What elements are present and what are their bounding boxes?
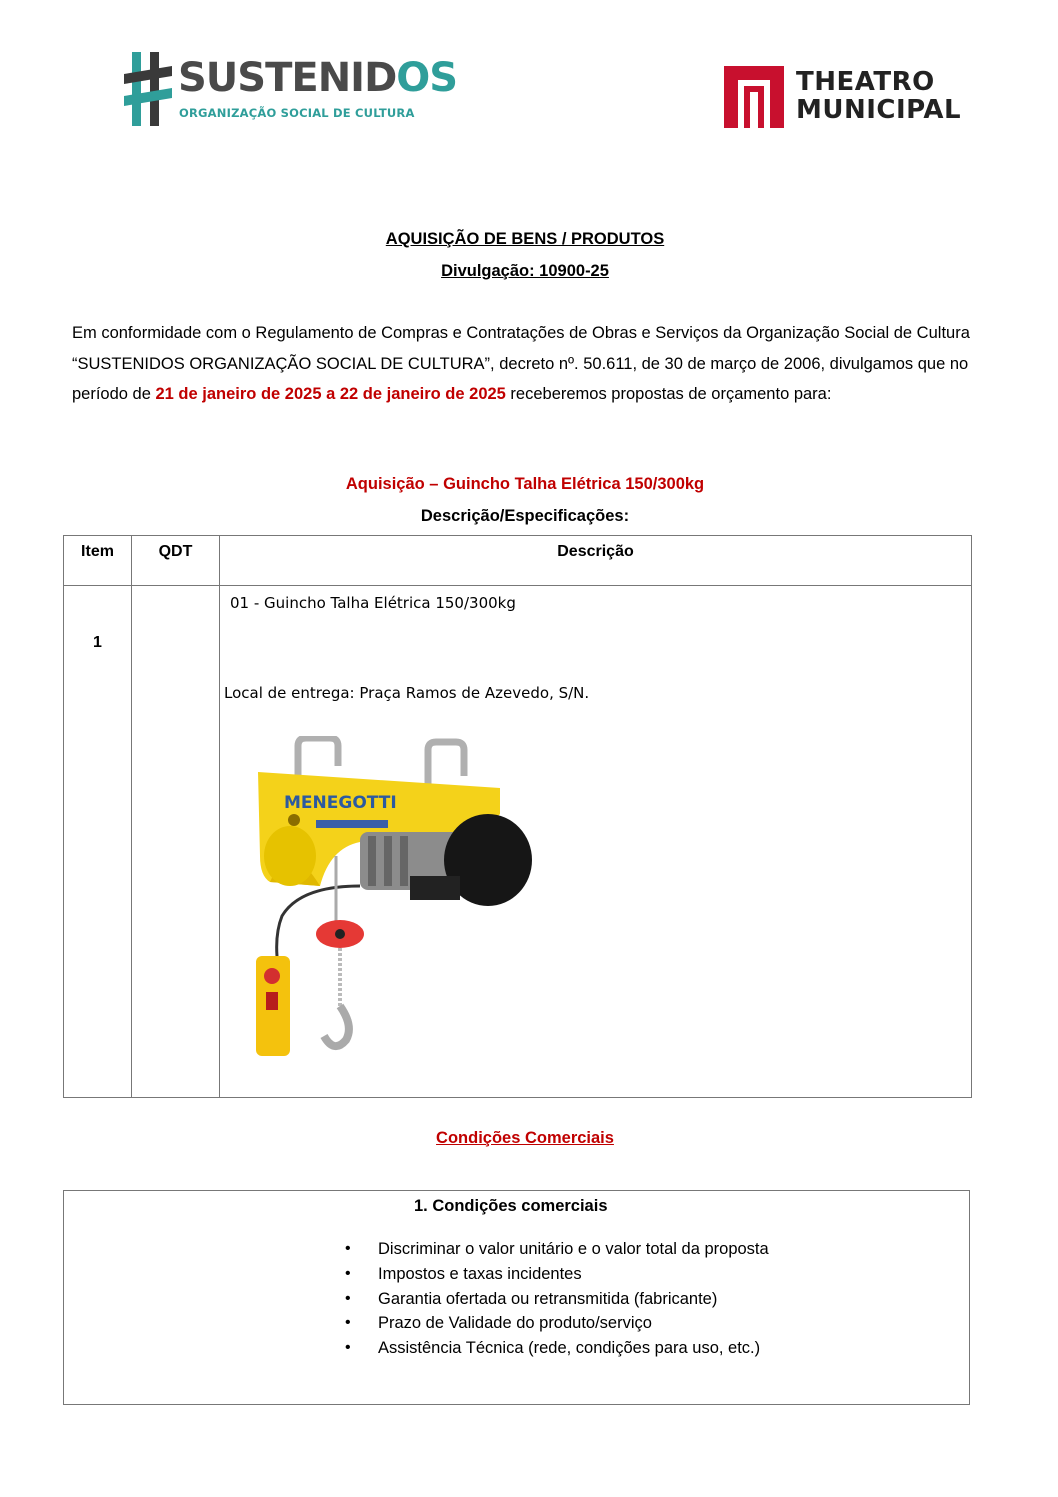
theatro-arch-icon [722,64,786,128]
svg-text:MENEGOTTI: MENEGOTTI [284,793,397,813]
table-row [64,586,972,1098]
list-item: • Discriminar o valor unitário e o valor total da proposta [378,1237,769,1262]
spec-heading: Descrição/Especificações: [420,507,630,525]
list-item: • Garantia ofertada ou retransmitida (fabricante) [378,1287,769,1312]
sustenidos-tagline: ORGANIZAÇÃO SOCIAL DE CULTURA [179,106,415,120]
theatro-municipal-logo [722,62,967,132]
intro-paragraph: Em conformidade com o Regulamento de Compras e Contratações de Obras e Serviços da Organização Social de Cultura “SUSTENIDOS ORGANIZAÇÃO SOCIAL DE CULTURA”, decreto nº. 50.611, de 30 de março de 2006, divulgamos que no período de 21 de janeiro de 2025 a 22 de janeiro de 2025 receberemos propostas de orçamento para: [72,324,970,403]
theatro-wordmark: THEATRO MUNICIPAL [796,67,962,125]
hash-mark-icon [122,48,174,130]
acquisition-title: Aquisição – Guincho Talha Elétrica 150/300kg [345,475,705,493]
table-header-row [64,536,972,586]
sustenidos-wordmark: SUSTENIDOS [178,55,458,101]
document-subtitle: Divulgação: 10900-25 [441,262,609,280]
cell-qdt [132,586,220,1098]
cell-descricao [220,586,972,1098]
header-qdt: QDT [132,536,220,586]
spec-table [63,535,972,1098]
list-item: • Impostos e taxas incidentes [378,1262,769,1287]
header-item: Item [64,536,132,586]
list-item: • Prazo de Validade do produto/serviço [378,1311,769,1336]
delivery-location: Local de entrega: Praça Ramos de Azevedo, S/N. [224,684,590,702]
cell-item: 1 [64,586,132,1098]
list-item: • Assistência Técnica (rede, condições para uso, etc.) [378,1336,769,1361]
conditions-title: 1. Condições comerciais [414,1197,608,1215]
header-descricao: Descrição [220,536,972,586]
sustenidos-logo [122,48,458,130]
electric-hoist-image [250,736,550,1066]
conditions-box [63,1190,970,1405]
document-title: AQUISIÇÃO DE BENS / PRODUTOS [385,230,665,248]
commercial-heading: Condições Comerciais [436,1129,614,1147]
product-name: 01 - Guincho Talha Elétrica 150/300kg [230,594,516,612]
conditions-list [378,1237,769,1361]
date-range-highlight: 21 de janeiro de 2025 a 22 de janeiro de 2025 [155,385,506,403]
